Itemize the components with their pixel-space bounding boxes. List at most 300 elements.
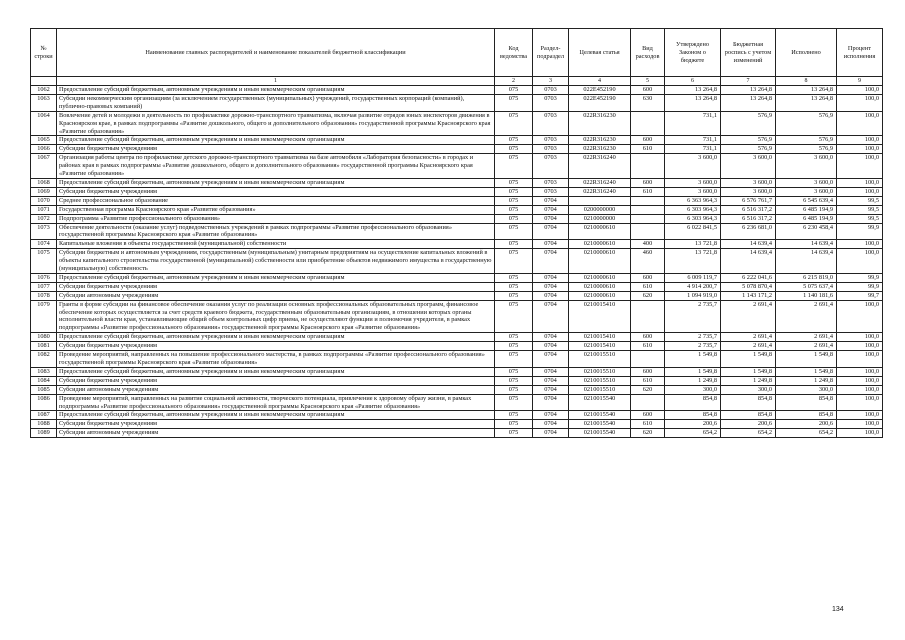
approved-amount: 6 303 964,3 (665, 205, 721, 214)
execution-percent: 100,0 (837, 86, 883, 95)
target-article: 0210015410 (569, 300, 631, 333)
expense-type (631, 214, 665, 223)
executed-amount: 2 691,4 (776, 342, 837, 351)
execution-percent: 100,0 (837, 187, 883, 196)
budget-list-amount: 5 078 870,4 (721, 282, 776, 291)
execution-percent: 99,9 (837, 282, 883, 291)
budget-list-amount: 854,8 (721, 411, 776, 420)
table-row (31, 196, 883, 205)
row-name: Гранты в форме субсидии на финансовое обеспечение оказания услуг по реализации основных профессиональных образовательных программ, финансовое обеспечение которых осуществляется за счет средств краевого бюджета, государственным образовательным организациям, в отношении которых органы исполнительной власти края, устанавливающие общий объем контрольных цифр приема, не осуществляют функции и полномочия учредителя, в рамках подпрограммы «Развитие профессионального образования» государственной программы Красноярского края «Развитие образования» (57, 300, 495, 333)
approved-amount: 1 549,8 (665, 367, 721, 376)
row-number: 1068 (31, 178, 57, 187)
section-code: 0703 (533, 94, 569, 111)
approved-amount: 3 600,0 (665, 178, 721, 187)
section-code: 0704 (533, 333, 569, 342)
budget-list-amount: 13 264,8 (721, 94, 776, 111)
section-code: 0703 (533, 145, 569, 154)
row-number: 1078 (31, 291, 57, 300)
approved-amount: 6 363 964,3 (665, 196, 721, 205)
target-article: 022Е452190 (569, 94, 631, 111)
expense-type: 610 (631, 282, 665, 291)
execution-percent: 100,0 (837, 249, 883, 274)
target-article: 0210000610 (569, 223, 631, 240)
department-code: 075 (495, 145, 533, 154)
row-name: Субсидии автономным учреждениям (57, 291, 495, 300)
target-article (569, 196, 631, 205)
row-number: 1085 (31, 385, 57, 394)
budget-list-amount: 3 600,0 (721, 178, 776, 187)
table-row (31, 154, 883, 179)
expense-type: 610 (631, 376, 665, 385)
execution-percent: 99,7 (837, 291, 883, 300)
budget-list-amount: 6 236 681,0 (721, 223, 776, 240)
row-number: 1080 (31, 333, 57, 342)
table-row (31, 178, 883, 187)
department-code: 075 (495, 394, 533, 411)
execution-percent: 100,0 (837, 333, 883, 342)
row-name: Субсидии бюджетным учреждениям (57, 187, 495, 196)
expense-type (631, 154, 665, 179)
row-name: Обеспечение деятельности (оказание услуг) подведомственных учреждений в рамках подпрограммы «Развитие профессионального образования» государственной программы Красноярского края «Развитие образования» (57, 223, 495, 240)
row-name: Государственная программа Красноярского края «Развитие образования» (57, 205, 495, 214)
row-name: Подпрограмма «Развитие профессионального образования» (57, 214, 495, 223)
row-name: Вовлечение детей и молодежи в деятельность по профилактике дорожно-транспортного травматизма, включая развитие отрядов юных инспекторов движения в Красноярском крае, в рамках подпрограммы «Развитие дошкольного, общего и дополнительного образования» государственной программы Красноярского края «Развитие образования» (57, 111, 495, 136)
section-code: 0704 (533, 214, 569, 223)
executed-amount: 654,2 (776, 429, 837, 438)
row-name: Проведение мероприятий, направленных на развитие социальной активности, творческого потенциала, привлечение к здоровому образу жизни, в рамках подпрограммы «Развитие профессионального образования» государственной программы Красноярского края «Развитие образования» (57, 394, 495, 411)
executed-amount: 576,9 (776, 136, 837, 145)
row-name: Субсидии бюджетным учреждениям (57, 145, 495, 154)
execution-percent: 100,0 (837, 240, 883, 249)
row-number: 1071 (31, 205, 57, 214)
approved-amount: 300,0 (665, 385, 721, 394)
budget-list-amount: 1 143 171,2 (721, 291, 776, 300)
approved-amount: 13 721,8 (665, 249, 721, 274)
section-code: 0703 (533, 178, 569, 187)
budget-list-amount: 654,2 (721, 429, 776, 438)
table-row (31, 291, 883, 300)
section-code: 0704 (533, 411, 569, 420)
row-name: Субсидии бюджетным учреждениям (57, 342, 495, 351)
table-row (31, 249, 883, 274)
target-article: 0210015510 (569, 351, 631, 368)
department-code: 075 (495, 273, 533, 282)
department-code: 075 (495, 94, 533, 111)
expense-type: 630 (631, 94, 665, 111)
approved-amount: 854,8 (665, 411, 721, 420)
section-code: 0703 (533, 187, 569, 196)
department-code: 075 (495, 223, 533, 240)
target-article: 022R316230 (569, 111, 631, 136)
executed-amount: 13 264,8 (776, 86, 837, 95)
target-article: 022R316230 (569, 136, 631, 145)
execution-percent: 99,9 (837, 223, 883, 240)
execution-percent: 100,0 (837, 300, 883, 333)
header-name: Наименование главных распорядителей и наименование показателей бюджетной классификации (57, 29, 495, 77)
row-number: 1074 (31, 240, 57, 249)
budget-report-page (30, 28, 882, 438)
row-name: Проведение мероприятий, направленных на повышение профессионального мастерства, в рамках подпрограммы «Развитие профессионального образования» государственной программы Красноярского края «Развитие образования» (57, 351, 495, 368)
row-name: Субсидии автономным учреждениям (57, 385, 495, 394)
budget-list-amount: 2 691,4 (721, 333, 776, 342)
expense-type: 600 (631, 273, 665, 282)
table-row (31, 240, 883, 249)
row-name: Субсидии бюджетным учреждениям (57, 376, 495, 385)
expense-type (631, 111, 665, 136)
table-row (31, 429, 883, 438)
table-row (31, 394, 883, 411)
department-code: 075 (495, 300, 533, 333)
row-name: Предоставление субсидий бюджетным, автономным учреждениям и иным некоммерческим организациям (57, 411, 495, 420)
approved-amount: 1 249,8 (665, 376, 721, 385)
column-number-row (31, 77, 883, 86)
budget-list-amount: 6 516 317,2 (721, 205, 776, 214)
table-row (31, 342, 883, 351)
section-code: 0704 (533, 223, 569, 240)
row-number: 1088 (31, 420, 57, 429)
budget-list-amount: 576,9 (721, 111, 776, 136)
target-article: 0210015510 (569, 367, 631, 376)
approved-amount: 3 600,0 (665, 154, 721, 179)
approved-amount: 2 735,7 (665, 333, 721, 342)
executed-amount: 200,6 (776, 420, 837, 429)
approved-amount: 13 721,8 (665, 240, 721, 249)
table-row (31, 145, 883, 154)
executed-amount: 1 549,8 (776, 351, 837, 368)
column-number: 7 (721, 77, 776, 86)
table-row (31, 111, 883, 136)
approved-amount: 6 009 119,7 (665, 273, 721, 282)
department-code: 075 (495, 385, 533, 394)
execution-percent: 100,0 (837, 136, 883, 145)
expense-type: 620 (631, 291, 665, 300)
approved-amount: 1 094 919,0 (665, 291, 721, 300)
row-number: 1062 (31, 86, 57, 95)
execution-percent: 99,9 (837, 273, 883, 282)
target-article: 0210015540 (569, 420, 631, 429)
approved-amount: 731,1 (665, 111, 721, 136)
row-name: Предоставление субсидий бюджетным, автономным учреждениям и иным некоммерческим организациям (57, 178, 495, 187)
budget-list-amount: 6 516 317,2 (721, 214, 776, 223)
expense-type: 620 (631, 429, 665, 438)
execution-percent: 100,0 (837, 367, 883, 376)
department-code: 075 (495, 154, 533, 179)
expense-type: 600 (631, 367, 665, 376)
row-number: 1070 (31, 196, 57, 205)
expense-type: 460 (631, 249, 665, 274)
executed-amount: 3 600,0 (776, 187, 837, 196)
department-code: 075 (495, 351, 533, 368)
execution-percent: 99,5 (837, 196, 883, 205)
expense-type: 600 (631, 411, 665, 420)
executed-amount: 2 691,4 (776, 333, 837, 342)
row-name: Субсидии автономным учреждениям (57, 429, 495, 438)
header-budget-list: Бюджетная роспись с учетом изменений (721, 29, 776, 77)
executed-amount: 14 639,4 (776, 240, 837, 249)
target-article: 0210015540 (569, 394, 631, 411)
column-number: 8 (776, 77, 837, 86)
budget-list-amount: 1 549,8 (721, 367, 776, 376)
row-name: Субсидии бюджетным и автономным учреждениям, государственным (муниципальным) унитарным предприятиям на осуществление капитальных вложений в объекты капитального строительства государственной (муниципальной) собственности или приобретение объектов недвижимого имущества в государственную (муниципальную) собственность (57, 249, 495, 274)
row-number: 1079 (31, 300, 57, 333)
header-department-code: Код ведомства (495, 29, 533, 77)
table-row (31, 223, 883, 240)
section-code: 0704 (533, 429, 569, 438)
expense-type (631, 394, 665, 411)
table-row (31, 367, 883, 376)
target-article: 0210000000 (569, 214, 631, 223)
department-code: 075 (495, 333, 533, 342)
department-code: 075 (495, 376, 533, 385)
expense-type: 600 (631, 86, 665, 95)
approved-amount: 13 264,8 (665, 94, 721, 111)
target-article: 022R316240 (569, 178, 631, 187)
expense-type: 400 (631, 240, 665, 249)
budget-list-amount: 576,9 (721, 136, 776, 145)
approved-amount: 2 735,7 (665, 342, 721, 351)
row-number: 1063 (31, 94, 57, 111)
budget-list-amount: 2 691,4 (721, 300, 776, 333)
execution-percent: 100,0 (837, 342, 883, 351)
section-code: 0704 (533, 249, 569, 274)
approved-amount: 13 264,8 (665, 86, 721, 95)
department-code: 075 (495, 240, 533, 249)
budget-list-amount: 576,9 (721, 145, 776, 154)
table-row (31, 420, 883, 429)
department-code: 075 (495, 214, 533, 223)
table-row (31, 351, 883, 368)
header-approved: Утверждено Законом о бюджете (665, 29, 721, 77)
row-number: 1073 (31, 223, 57, 240)
executed-amount: 854,8 (776, 411, 837, 420)
row-name: Предоставление субсидий бюджетным, автономным учреждениям и иным некоммерческим организациям (57, 273, 495, 282)
expense-type: 610 (631, 420, 665, 429)
row-number: 1086 (31, 394, 57, 411)
target-article: 0210015510 (569, 376, 631, 385)
department-code: 075 (495, 429, 533, 438)
target-article: 022R316240 (569, 154, 631, 179)
section-code: 0703 (533, 86, 569, 95)
execution-percent: 100,0 (837, 145, 883, 154)
table-row (31, 136, 883, 145)
approved-amount: 1 549,8 (665, 351, 721, 368)
budget-list-amount: 300,0 (721, 385, 776, 394)
expense-type (631, 300, 665, 333)
row-number: 1082 (31, 351, 57, 368)
row-name: Организация работы центра по профилактике детского дорожно-транспортного травматизма на базе автомобиля «Лаборатория безопасности» в городах и районах края в рамках подпрограммы «Развитие дошкольного, общего и дополнительного образования» государственной программы Красноярского края «Развитие образования» (57, 154, 495, 179)
row-number: 1072 (31, 214, 57, 223)
row-number: 1077 (31, 282, 57, 291)
row-name: Предоставление субсидий бюджетным, автономным учреждениям и иным некоммерческим организациям (57, 86, 495, 95)
column-number: 9 (837, 77, 883, 86)
row-number: 1084 (31, 376, 57, 385)
row-number: 1066 (31, 145, 57, 154)
table-row (31, 333, 883, 342)
execution-percent: 99,5 (837, 205, 883, 214)
executed-amount: 3 600,0 (776, 178, 837, 187)
target-article: 0210015410 (569, 333, 631, 342)
budget-list-amount: 854,8 (721, 394, 776, 411)
column-number: 5 (631, 77, 665, 86)
row-number: 1064 (31, 111, 57, 136)
header-row (31, 29, 883, 77)
execution-percent: 100,0 (837, 394, 883, 411)
header-expense-type: Вид расходов (631, 29, 665, 77)
executed-amount: 3 600,0 (776, 154, 837, 179)
executed-amount: 13 264,8 (776, 94, 837, 111)
section-code: 0703 (533, 111, 569, 136)
executed-amount: 300,0 (776, 385, 837, 394)
row-number: 1089 (31, 429, 57, 438)
department-code: 075 (495, 249, 533, 274)
expense-type (631, 351, 665, 368)
section-code: 0704 (533, 394, 569, 411)
department-code: 075 (495, 178, 533, 187)
executed-amount: 6 545 639,4 (776, 196, 837, 205)
row-number: 1069 (31, 187, 57, 196)
budget-list-amount: 3 600,0 (721, 187, 776, 196)
expense-type: 620 (631, 385, 665, 394)
expense-type: 600 (631, 178, 665, 187)
row-number: 1076 (31, 273, 57, 282)
execution-percent: 100,0 (837, 154, 883, 179)
executed-amount: 1 549,8 (776, 367, 837, 376)
budget-list-amount: 13 264,8 (721, 86, 776, 95)
header-row-number: № строки (31, 29, 57, 77)
table-body (31, 86, 883, 438)
budget-list-amount: 200,6 (721, 420, 776, 429)
budget-list-amount: 1 549,8 (721, 351, 776, 368)
column-number (31, 77, 57, 86)
column-number: 6 (665, 77, 721, 86)
section-code: 0704 (533, 420, 569, 429)
section-code: 0704 (533, 291, 569, 300)
approved-amount: 6 303 964,3 (665, 214, 721, 223)
budget-table (30, 28, 883, 438)
expense-type (631, 205, 665, 214)
row-number: 1067 (31, 154, 57, 179)
execution-percent: 100,0 (837, 94, 883, 111)
header-executed: Исполнено (776, 29, 837, 77)
row-name: Субсидии бюджетным учреждениям (57, 282, 495, 291)
table-row (31, 94, 883, 111)
approved-amount: 731,1 (665, 136, 721, 145)
target-article: 0210015540 (569, 411, 631, 420)
approved-amount: 4 914 200,7 (665, 282, 721, 291)
executed-amount: 1 140 181,6 (776, 291, 837, 300)
column-number: 4 (569, 77, 631, 86)
department-code: 075 (495, 136, 533, 145)
section-code: 0704 (533, 196, 569, 205)
department-code: 075 (495, 111, 533, 136)
row-number: 1081 (31, 342, 57, 351)
expense-type: 610 (631, 342, 665, 351)
table-row (31, 86, 883, 95)
execution-percent: 100,0 (837, 429, 883, 438)
execution-percent: 99,5 (837, 214, 883, 223)
expense-type: 600 (631, 333, 665, 342)
target-article: 022R316240 (569, 187, 631, 196)
header-target-article: Целевая статья (569, 29, 631, 77)
expense-type (631, 196, 665, 205)
execution-percent: 100,0 (837, 178, 883, 187)
executed-amount: 854,8 (776, 394, 837, 411)
header-percent: Процент исполнения (837, 29, 883, 77)
department-code: 075 (495, 420, 533, 429)
department-code: 075 (495, 282, 533, 291)
department-code: 075 (495, 86, 533, 95)
row-number: 1087 (31, 411, 57, 420)
target-article: 0210000610 (569, 291, 631, 300)
department-code: 075 (495, 342, 533, 351)
executed-amount: 6 485 194,9 (776, 205, 837, 214)
executed-amount: 576,9 (776, 145, 837, 154)
expense-type: 600 (631, 136, 665, 145)
row-number: 1075 (31, 249, 57, 274)
table-row (31, 214, 883, 223)
section-code: 0704 (533, 205, 569, 214)
row-name: Предоставление субсидий бюджетным, автономным учреждениям и иным некоммерческим организациям (57, 367, 495, 376)
table-row (31, 385, 883, 394)
executed-amount: 6 485 194,9 (776, 214, 837, 223)
section-code: 0704 (533, 367, 569, 376)
table-row (31, 411, 883, 420)
target-article: 0210015410 (569, 342, 631, 351)
expense-type: 610 (631, 187, 665, 196)
executed-amount: 576,9 (776, 111, 837, 136)
execution-percent: 100,0 (837, 420, 883, 429)
row-name: Предоставление субсидий бюджетным, автономным учреждениям и иным некоммерческим организациям (57, 333, 495, 342)
table-row (31, 300, 883, 333)
executed-amount: 5 075 637,4 (776, 282, 837, 291)
row-name: Предоставление субсидий бюджетным, автономным учреждениям и иным некоммерческим организациям (57, 136, 495, 145)
approved-amount: 200,6 (665, 420, 721, 429)
section-code: 0704 (533, 342, 569, 351)
section-code: 0704 (533, 273, 569, 282)
approved-amount: 6 022 841,5 (665, 223, 721, 240)
execution-percent: 100,0 (837, 411, 883, 420)
target-article: 022Е452190 (569, 86, 631, 95)
row-name: Субсидии бюджетным учреждениям (57, 420, 495, 429)
budget-list-amount: 14 639,4 (721, 240, 776, 249)
budget-list-amount: 6 576 761,7 (721, 196, 776, 205)
budget-list-amount: 6 222 041,6 (721, 273, 776, 282)
row-number: 1065 (31, 136, 57, 145)
budget-list-amount: 2 691,4 (721, 342, 776, 351)
section-code: 0704 (533, 376, 569, 385)
department-code: 075 (495, 187, 533, 196)
table-row (31, 282, 883, 291)
budget-list-amount: 3 600,0 (721, 154, 776, 179)
budget-list-amount: 1 249,8 (721, 376, 776, 385)
department-code: 075 (495, 411, 533, 420)
approved-amount: 2 735,7 (665, 300, 721, 333)
department-code: 075 (495, 291, 533, 300)
execution-percent: 100,0 (837, 111, 883, 136)
table-row (31, 187, 883, 196)
row-name: Капитальные вложения в объекты государственной (муниципальной) собственности (57, 240, 495, 249)
department-code: 075 (495, 205, 533, 214)
approved-amount: 731,1 (665, 145, 721, 154)
target-article: 0210000610 (569, 249, 631, 274)
target-article: 0210000610 (569, 282, 631, 291)
section-code: 0704 (533, 351, 569, 368)
target-article: 0210000610 (569, 240, 631, 249)
column-number: 2 (495, 77, 533, 86)
approved-amount: 854,8 (665, 394, 721, 411)
executed-amount: 6 230 458,4 (776, 223, 837, 240)
target-article: 0210015510 (569, 385, 631, 394)
